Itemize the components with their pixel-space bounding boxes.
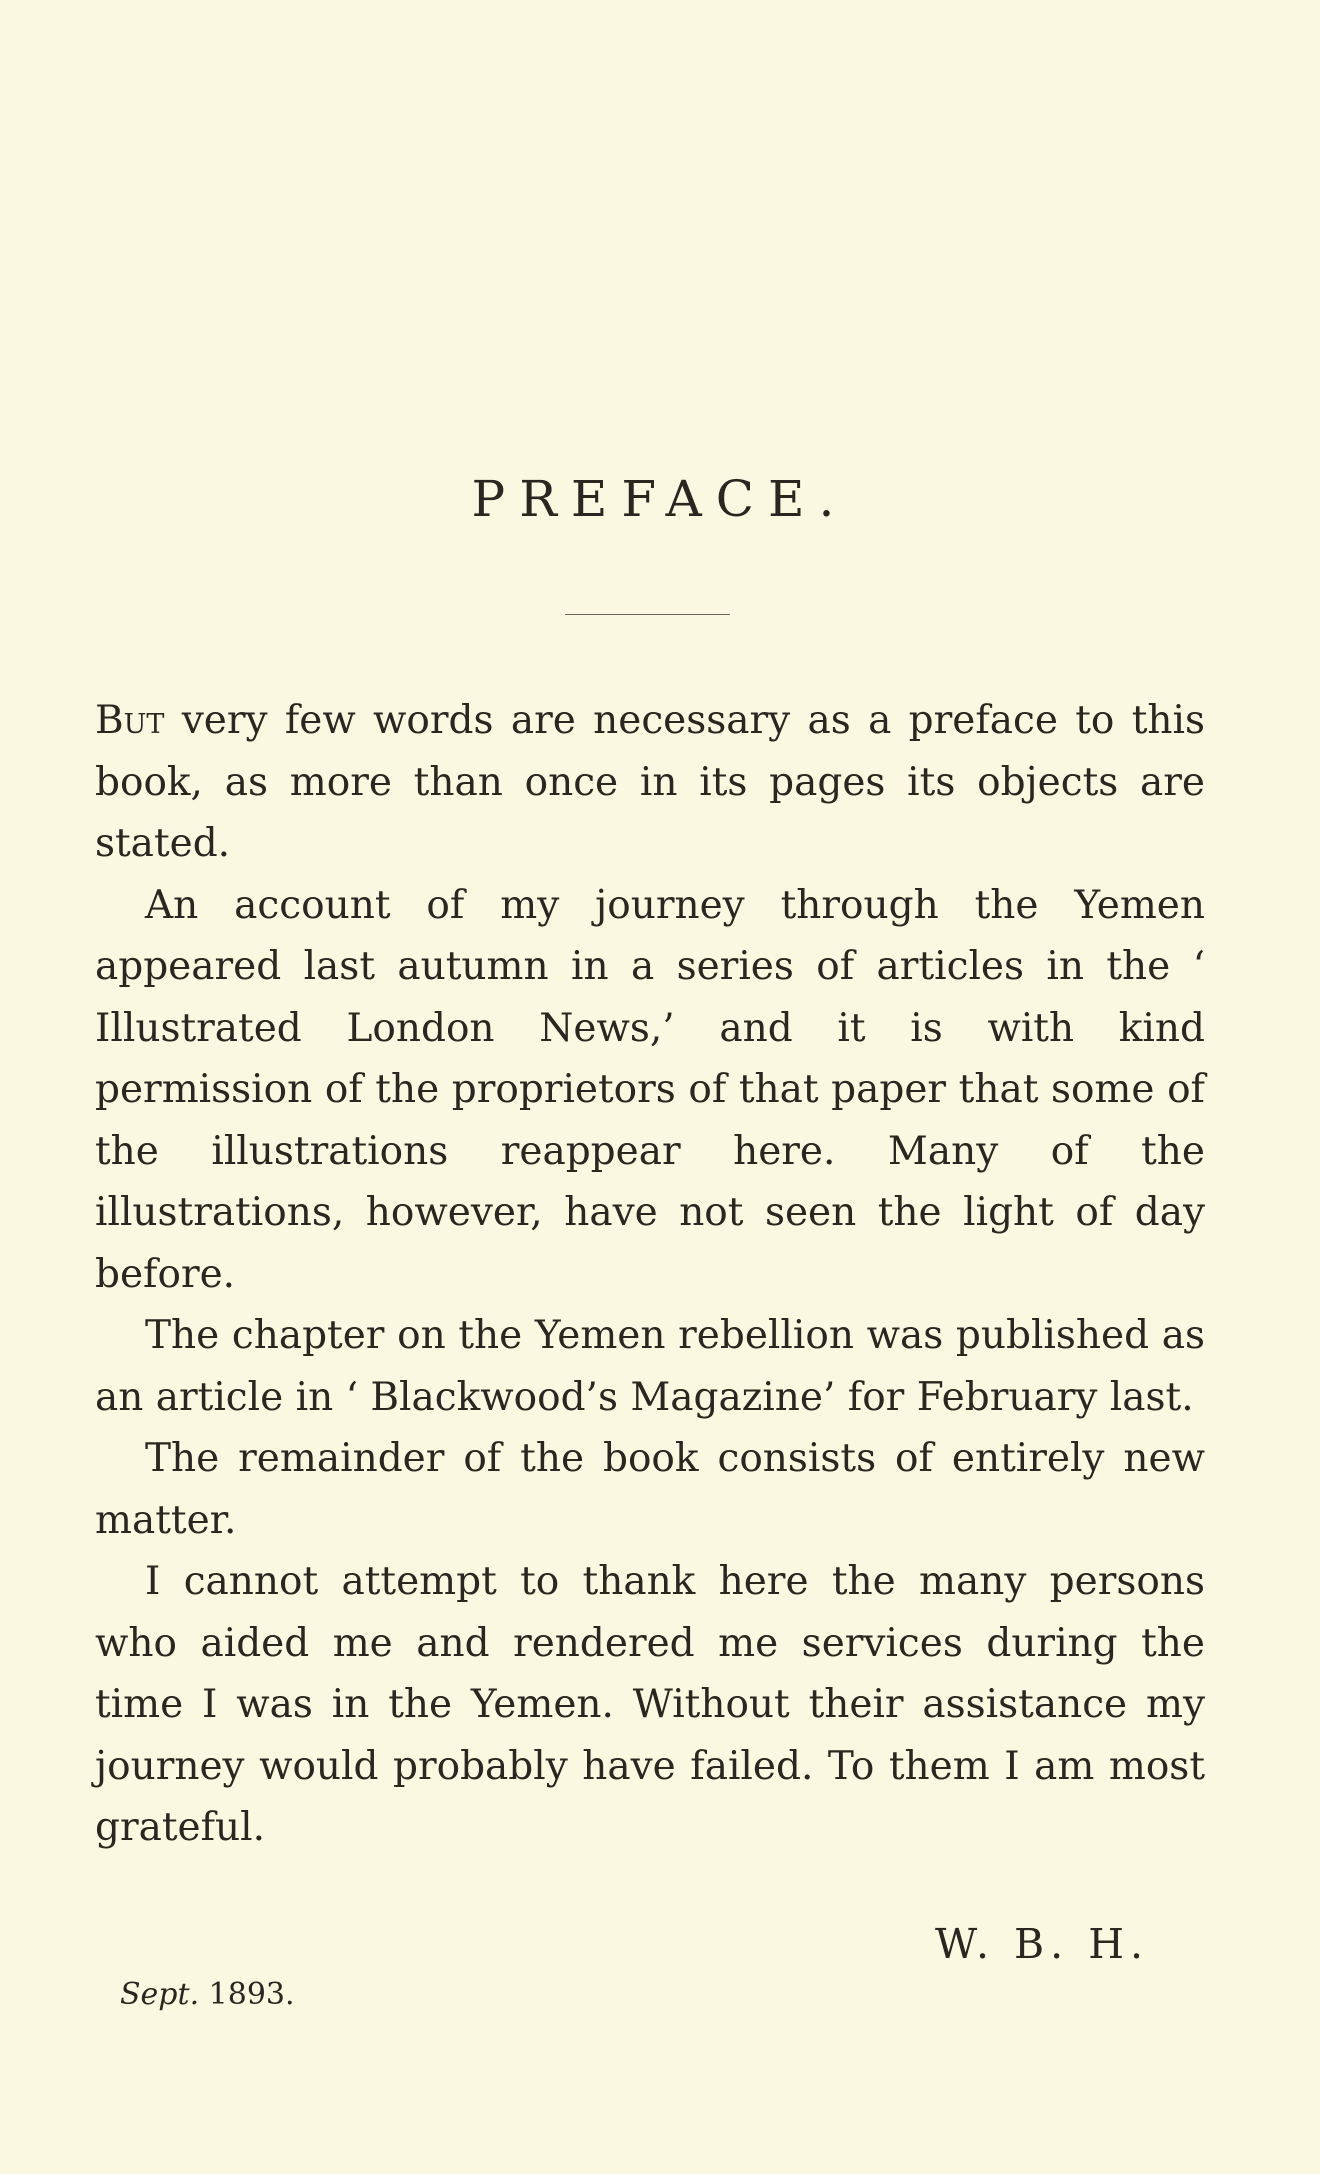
author-initials: W. B. H. bbox=[935, 1920, 1150, 1968]
paragraph-2: An account of my journey through the Yemen appeared last autumn in a series of articles in the ‘ Illustrated London News,’ and it is with kind permission of the proprietors of that paper that some of the illustrations reappear here. Many of the illustrations, however, have not seen the light of day before. bbox=[95, 882, 1205, 1297]
paragraph-1-text: very few words are necessary as a preface to this book, as more than once in its pages its objects are stated. bbox=[95, 698, 1205, 866]
preface-body bbox=[95, 690, 1205, 1859]
dateline bbox=[120, 1977, 295, 2012]
drop-word: But bbox=[95, 698, 165, 743]
date-year: 1893. bbox=[208, 1977, 295, 2012]
paragraph-4: The remainder of the book consists of entirely new matter. bbox=[95, 1436, 1205, 1543]
date-month: Sept. bbox=[120, 1977, 200, 2012]
paragraph-1 bbox=[95, 690, 1205, 875]
title-divider bbox=[565, 614, 730, 615]
paragraph-3: The chapter on the Yemen rebellion was published as an article in ‘ Blackwood’s Magazine’ for February last. bbox=[95, 1313, 1205, 1420]
paragraph-5: I cannot attempt to thank here the many persons who aided me and rendered me services during the time I was in the Yemen. Without their assistance my journey would probably have failed. To them I am most grateful. bbox=[95, 1559, 1205, 1850]
page-title: PREFACE. bbox=[471, 470, 849, 528]
